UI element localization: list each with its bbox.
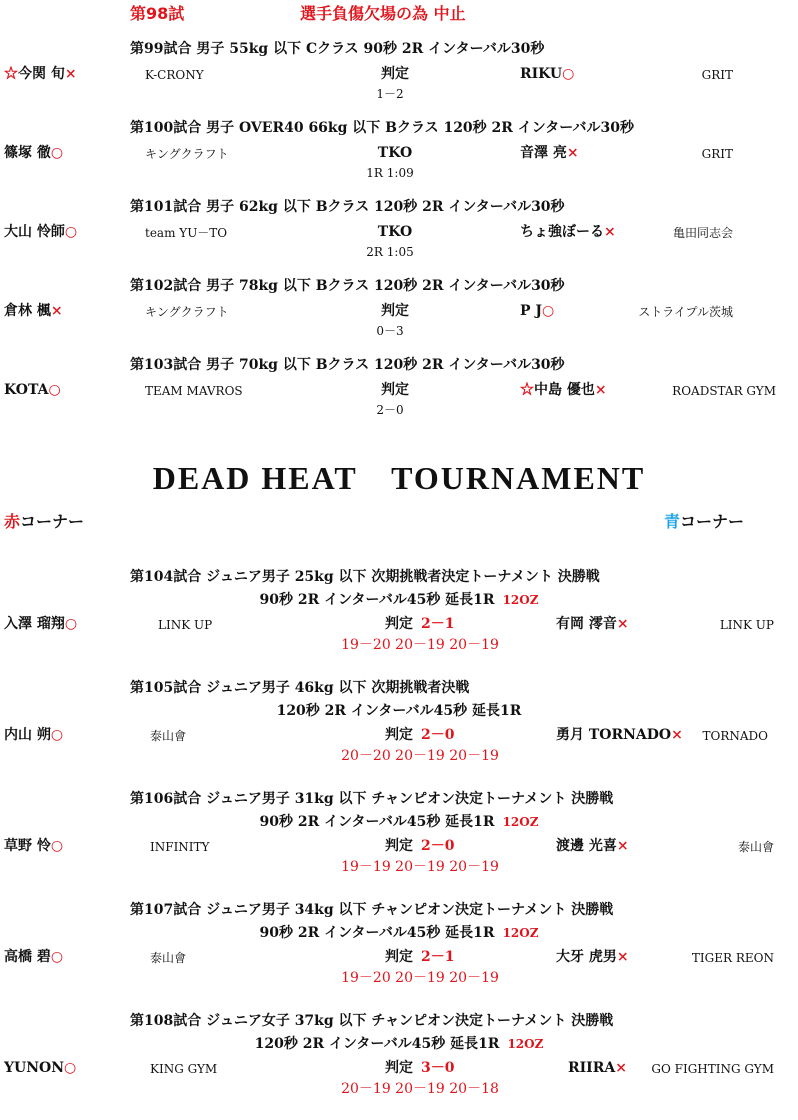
win-mark: ○ xyxy=(64,616,78,632)
red-fighter-name-text: 内山 朔 xyxy=(4,727,51,743)
bout-heading: 第103試合 男子 70kg 以下 Bクラス 120秒 2R インターバル30秒 xyxy=(130,357,565,373)
win-mark: ○ xyxy=(64,1060,77,1076)
red-fighter-gym: INFINITY xyxy=(150,840,210,854)
glove-size: 12OZ xyxy=(502,815,539,829)
bout-heading: 第105試合 ジュニア男子 46kg 以下 次期挑戦者決戦 xyxy=(130,680,470,696)
blue-fighter-name xyxy=(556,950,629,964)
red-fighter-name-text: YUNON xyxy=(4,1060,64,1076)
loss-mark: × xyxy=(615,1060,627,1076)
blue-fighter-gym: GO FIGHTING GYM xyxy=(651,1062,774,1076)
blue-fighter-name xyxy=(520,67,574,81)
loss-mark: × xyxy=(616,616,629,632)
result-method: TKO xyxy=(377,224,413,240)
bout-heading: 第108試合 ジュニア女子 37kg 以下 チャンピオン決定トーナメント 決勝戦 xyxy=(130,1013,614,1029)
red-fighter-name-text: 大山 怜師 xyxy=(4,224,65,240)
result-score: 2－1 xyxy=(421,616,455,632)
red-fighter-name-text: 倉林 楓 xyxy=(4,303,51,319)
blue-fighter-gym: GRIT xyxy=(701,147,733,161)
blue-fighter-gym: GRIT xyxy=(701,68,733,82)
result-detail: 2R 1:05 xyxy=(366,245,414,259)
cancel-note: 選手負傷欠場の為 中止 xyxy=(300,4,466,23)
win-mark: ○ xyxy=(50,145,64,161)
bout-heading: 第100試合 男子 OVER40 66kg 以下 Bクラス 120秒 2R インターバル30秒 xyxy=(130,120,635,136)
red-fighter-name-text: 入澤 瑠翔 xyxy=(4,616,65,632)
blue-fighter-name-text: RIIRA xyxy=(568,1060,616,1076)
red-fighter-gym: LINK UP xyxy=(158,618,213,632)
blue-fighter-gym: 泰山會 xyxy=(737,840,774,854)
win-mark: ○ xyxy=(50,727,64,743)
blue-corner-label xyxy=(664,514,744,530)
red-fighter-name xyxy=(4,950,63,964)
result-detail: 0－3 xyxy=(376,324,404,338)
blue-fighter-gym: ROADSTAR GYM xyxy=(672,384,776,398)
result-method: 判定 xyxy=(381,303,409,319)
result-score: 2－0 xyxy=(421,727,455,743)
result-score: 2－1 xyxy=(421,949,455,965)
blue-fighter-name-text: 中島 優也 xyxy=(534,382,595,398)
blue-fighter-name xyxy=(556,839,629,853)
red-fighter-name-text: 高橋 碧 xyxy=(4,949,51,965)
result-method xyxy=(385,617,454,631)
result-method-text: 判定 xyxy=(385,949,413,965)
red-fighter-name xyxy=(4,304,63,318)
judge-scores: 19－19 20－19 20－19 xyxy=(341,859,499,875)
red-corner-label xyxy=(4,514,84,530)
result-method-text: 判定 xyxy=(385,838,413,854)
glove-size: 12OZ xyxy=(502,593,539,607)
judge-scores: 20－20 20－19 20－19 xyxy=(341,748,499,764)
blue-fighter-name-text: 渡邊 光喜 xyxy=(556,838,617,854)
blue-fighter-name xyxy=(556,728,683,742)
blue-fighter-name xyxy=(520,225,616,239)
blue-fighter-gym: TORNADO xyxy=(702,729,768,743)
red-fighter-name xyxy=(4,1061,76,1075)
result-detail: 1－2 xyxy=(376,87,404,101)
blue-fighter-name xyxy=(520,383,607,397)
red-fighter-gym: KING GYM xyxy=(150,1062,218,1076)
red-fighter-name xyxy=(4,67,77,81)
bout-heading: 第102試合 男子 78kg 以下 Bクラス 120秒 2R インターバル30秒 xyxy=(130,278,565,294)
red-fighter-gym: 泰山會 xyxy=(150,951,187,965)
blue-fighter-name-text: ちょ強ぼーる xyxy=(520,224,604,240)
bout-rules xyxy=(0,1037,798,1051)
blue-fighter-gym: TIGER REON xyxy=(691,951,774,965)
star-mark: ☆ xyxy=(520,382,534,398)
glove-size: 12OZ xyxy=(502,926,539,940)
bout-heading: 第99試合 男子 55kg 以下 Cクラス 90秒 2R インターバル30秒 xyxy=(130,41,545,57)
loss-mark: × xyxy=(616,838,629,854)
win-mark: ○ xyxy=(50,949,64,965)
blue-corner-char: 青 xyxy=(664,512,681,531)
result-method-text: 判定 xyxy=(385,616,413,632)
result-method xyxy=(385,950,454,964)
blue-fighter-name-text: 有岡 澪音 xyxy=(556,616,617,632)
red-fighter-name xyxy=(4,839,63,853)
red-fighter-gym: TEAM MAVROS xyxy=(145,384,243,398)
red-fighter-name xyxy=(4,728,63,742)
result-method: TKO xyxy=(377,145,413,161)
win-mark: ○ xyxy=(64,224,78,240)
bout-rules xyxy=(0,593,798,607)
blue-fighter-name-text: 大牙 虎男 xyxy=(556,949,617,965)
result-method: 判定 xyxy=(381,382,409,398)
bout-rules-text: 90秒 2R インターバル45秒 延長1R xyxy=(259,592,495,608)
glove-size: 12OZ xyxy=(507,1037,544,1051)
blue-fighter-name-text: P J xyxy=(520,303,543,319)
result-score: 2－0 xyxy=(421,838,455,854)
loss-mark: × xyxy=(50,303,63,319)
result-score: 3－0 xyxy=(421,1060,455,1076)
blue-fighter-name-text: 音澤 亮 xyxy=(520,145,567,161)
bout-rules-text: 120秒 2R インターバル45秒 延長1R xyxy=(276,703,522,719)
red-fighter-gym: team YU－TO xyxy=(145,226,228,240)
bout-heading: 第104試合 ジュニア男子 25kg 以下 次期挑戦者決定トーナメント 決勝戦 xyxy=(130,569,600,585)
blue-fighter-name xyxy=(556,617,629,631)
result-method-text: 判定 xyxy=(385,727,413,743)
bout-rules xyxy=(0,926,798,940)
red-fighter-name xyxy=(4,617,77,631)
blue-fighter-name xyxy=(520,304,554,318)
bout-heading: 第107試合 ジュニア男子 34kg 以下 チャンピオン決定トーナメント 決勝戦 xyxy=(130,902,614,918)
result-method xyxy=(385,839,454,853)
blue-fighter-gym: LINK UP xyxy=(719,618,774,632)
bout-heading: 第106試合 ジュニア男子 31kg 以下 チャンピオン決定トーナメント 決勝戦 xyxy=(130,791,614,807)
red-fighter-gym: キングクラフト xyxy=(145,305,229,319)
star-mark: ☆ xyxy=(4,66,18,82)
red-fighter-name-text: 篠塚 徹 xyxy=(4,145,51,161)
result-method: 判定 xyxy=(381,66,409,82)
bout-rules-text: 90秒 2R インターバル45秒 延長1R xyxy=(259,925,495,941)
result-detail: 1R 1:09 xyxy=(366,166,414,180)
red-fighter-name xyxy=(4,225,77,239)
result-detail: 2－0 xyxy=(376,403,404,417)
red-corner-char: 赤 xyxy=(4,512,21,531)
blue-fighter-name xyxy=(520,146,579,160)
judge-scores: 20－19 20－19 20－18 xyxy=(341,1081,499,1097)
win-mark: ○ xyxy=(542,303,555,319)
blue-fighter-name-text: RIKU xyxy=(520,66,563,82)
red-fighter-name-text: 草野 怜 xyxy=(4,838,51,854)
win-mark: ○ xyxy=(562,66,575,82)
loss-mark: × xyxy=(594,382,607,398)
loss-mark: × xyxy=(671,727,683,743)
win-mark: ○ xyxy=(48,382,61,398)
bout-rules xyxy=(0,704,798,718)
red-fighter-gym: K-CRONY xyxy=(145,68,204,82)
red-fighter-name-text: KOTA xyxy=(4,382,49,398)
blue-corner-text: コーナー xyxy=(680,512,745,531)
tournament-title: DEAD HEAT TOURNAMENT xyxy=(152,460,646,496)
bout-heading: 第101試合 男子 62kg 以下 Bクラス 120秒 2R インターバル30秒 xyxy=(130,199,565,215)
bout-rules-text: 120秒 2R インターバル45秒 延長1R xyxy=(254,1036,500,1052)
red-fighter-name-text: 今関 旬 xyxy=(18,66,65,82)
blue-fighter-name-text: 勇月 TORNADO xyxy=(556,727,672,743)
win-mark: ○ xyxy=(50,838,64,854)
red-corner-text: コーナー xyxy=(20,512,85,531)
red-fighter-gym: キングクラフト xyxy=(145,147,229,161)
blue-fighter-gym: 亀田同志会 xyxy=(672,226,733,240)
red-fighter-name xyxy=(4,383,61,397)
result-method xyxy=(385,728,454,742)
blue-fighter-gym: ストライプル茨城 xyxy=(638,305,733,319)
loss-mark: × xyxy=(616,949,629,965)
cancel-bout-number: 第98試 xyxy=(130,4,185,23)
blue-fighter-name xyxy=(568,1061,627,1075)
loss-mark: × xyxy=(64,66,77,82)
result-method-text: 判定 xyxy=(385,1060,413,1076)
bout-rules-text: 90秒 2R インターバル45秒 延長1R xyxy=(259,814,495,830)
judge-scores: 19－20 20－19 20－19 xyxy=(341,970,499,986)
red-fighter-name xyxy=(4,146,63,160)
judge-scores: 19－20 20－19 20－19 xyxy=(341,637,499,653)
result-method xyxy=(385,1061,454,1075)
bout-rules xyxy=(0,815,798,829)
loss-mark: × xyxy=(566,145,579,161)
red-fighter-gym: 泰山會 xyxy=(150,729,187,743)
loss-mark: × xyxy=(604,224,616,240)
